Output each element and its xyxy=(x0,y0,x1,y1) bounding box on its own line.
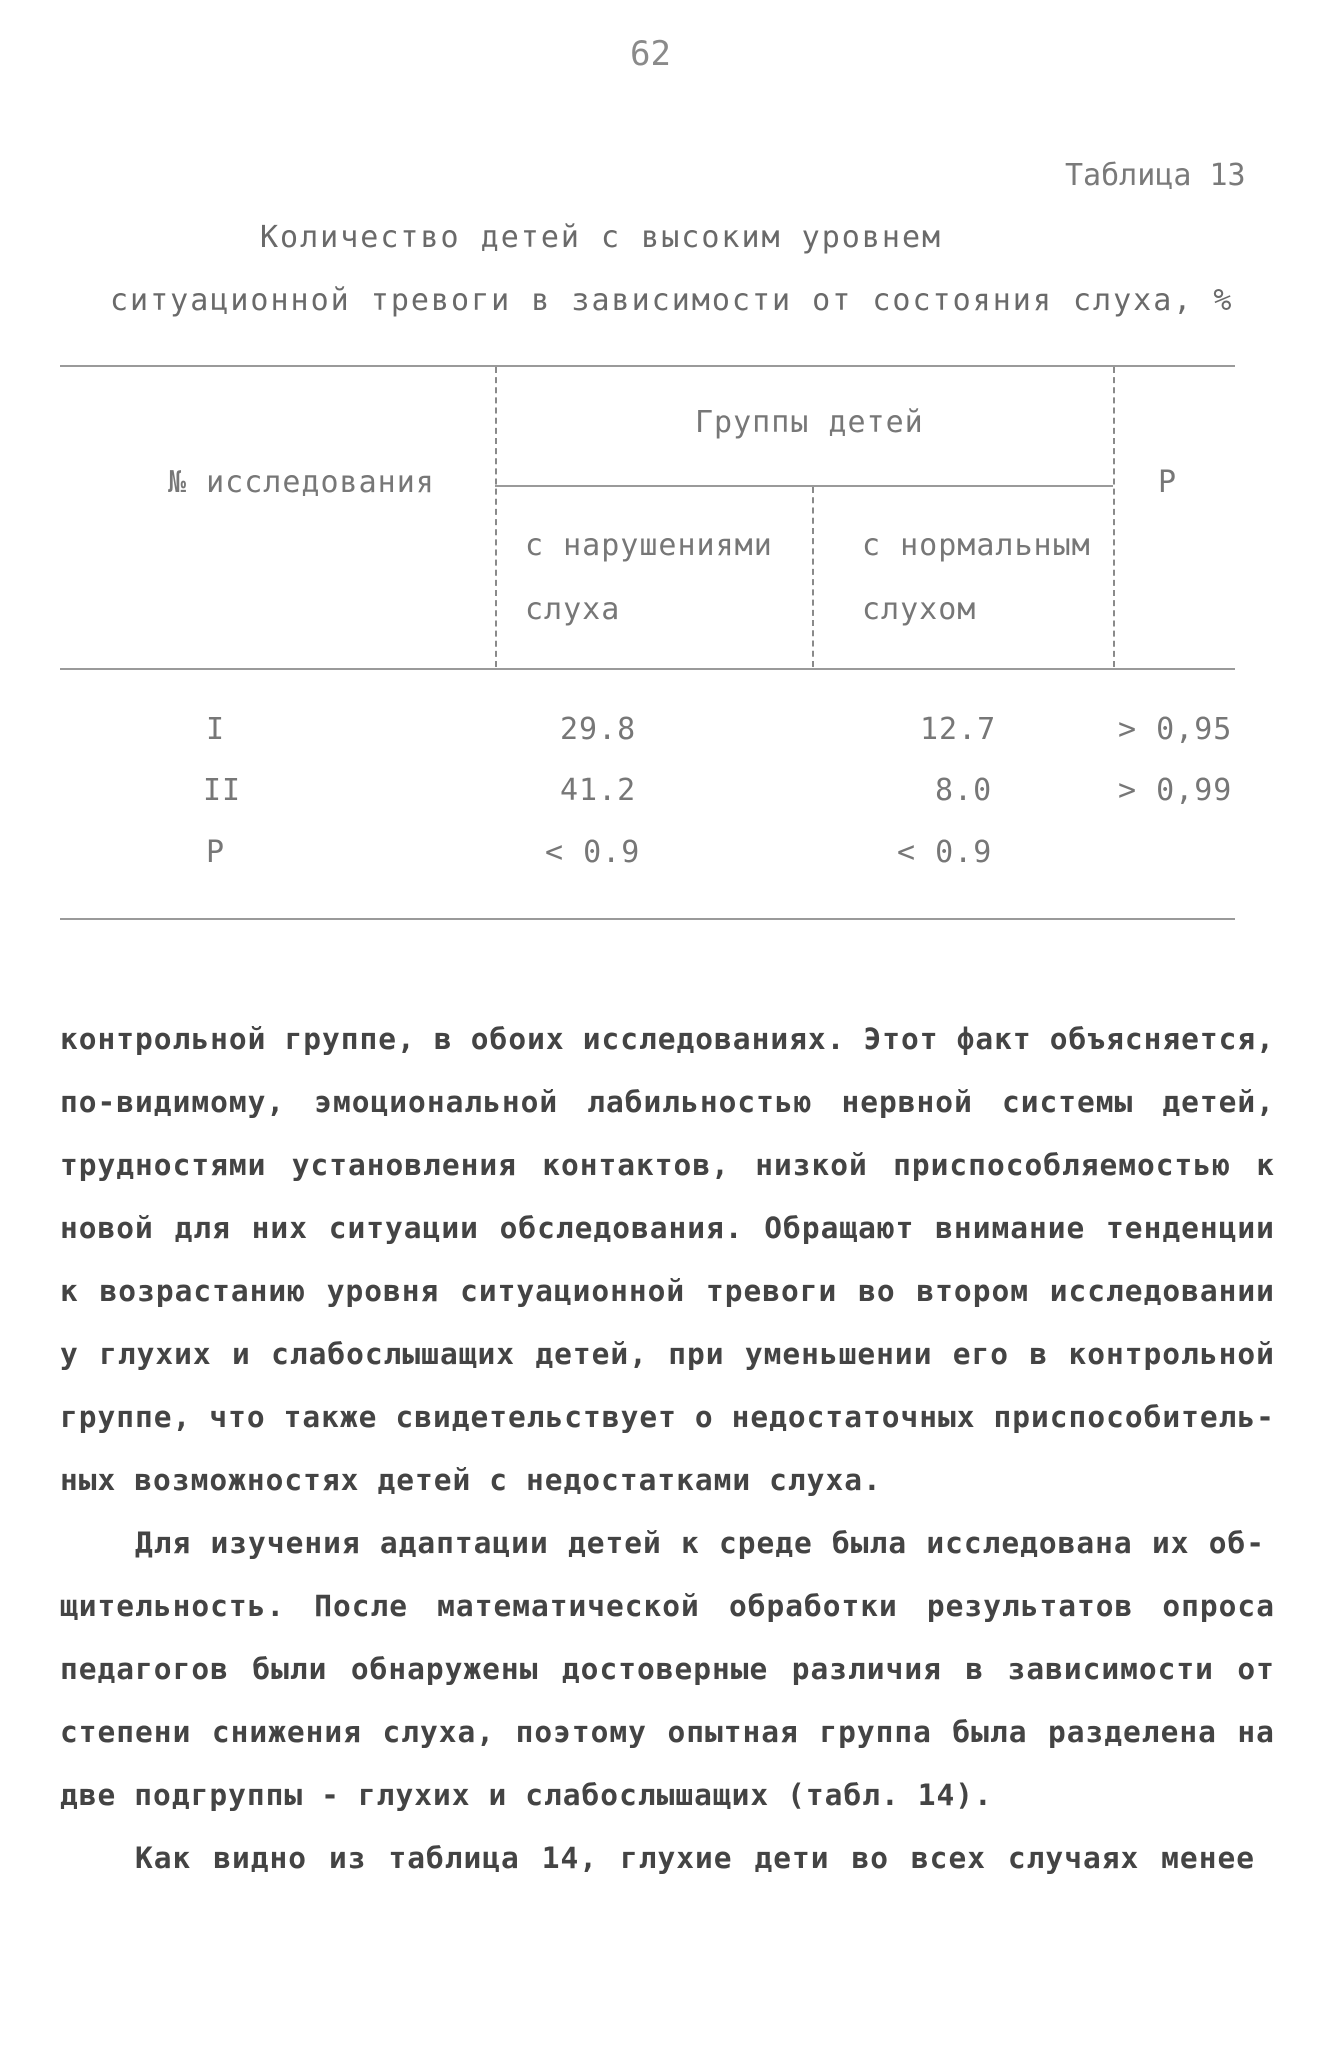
word: достоверные xyxy=(561,1652,769,1686)
text-line xyxy=(60,1463,1275,1497)
word: внимание xyxy=(935,1211,1086,1245)
table-label: Таблица 13 xyxy=(1065,158,1246,193)
word: из xyxy=(328,1841,367,1875)
word: их xyxy=(1151,1526,1190,1560)
text-line xyxy=(60,1274,1275,1308)
word: слабослышащих xyxy=(271,1337,515,1371)
word: ных xyxy=(60,1463,117,1497)
word: щительность. xyxy=(60,1589,286,1623)
row-1-p: > 0,95 xyxy=(1118,712,1233,747)
word: дети xyxy=(754,1841,830,1875)
word: возможностях xyxy=(134,1463,360,1497)
word: поэтому xyxy=(515,1715,647,1749)
word: исследовании xyxy=(1049,1274,1275,1308)
word: детей xyxy=(567,1526,662,1560)
word: менее xyxy=(1161,1841,1255,1875)
word: детей, xyxy=(1162,1085,1275,1119)
word: Обращают xyxy=(764,1211,915,1245)
word: уровня xyxy=(326,1274,440,1308)
word: разделена xyxy=(1048,1715,1217,1749)
word: его xyxy=(952,1337,1010,1371)
word: снижения xyxy=(211,1715,362,1749)
word: установления xyxy=(291,1148,517,1182)
header-normal-line-1: с нормальным xyxy=(862,528,1091,563)
table-top-rule xyxy=(60,365,1235,367)
word: группе, xyxy=(284,1022,416,1056)
word: них xyxy=(251,1211,308,1245)
word: на xyxy=(1237,1715,1275,1749)
word: (табл. xyxy=(787,1778,900,1812)
word: слуха. xyxy=(769,1463,882,1497)
word: также xyxy=(283,1400,378,1434)
word: уменьшении xyxy=(744,1337,933,1371)
word: во xyxy=(858,1274,896,1308)
text-line xyxy=(60,1715,1275,1749)
word: к xyxy=(1256,1148,1275,1182)
row-2-study: II xyxy=(203,773,242,808)
word: Для xyxy=(135,1526,192,1560)
word: к xyxy=(681,1526,700,1560)
word: две xyxy=(60,1778,117,1812)
word: зависимости xyxy=(1007,1652,1214,1686)
word: и xyxy=(232,1337,251,1371)
word: лабильностью xyxy=(587,1085,813,1119)
page-number: 62 xyxy=(630,34,671,74)
header-study: № исследования xyxy=(168,465,435,500)
word: факт xyxy=(956,1022,1032,1056)
header-impaired-line-1: с нарушениями xyxy=(525,528,773,563)
word: видно xyxy=(213,1841,308,1875)
table-title-line-2: ситуационной тревоги в зависимости от состояния слуха, % xyxy=(110,283,1234,318)
text-line xyxy=(60,1085,1275,1119)
word: контрольной xyxy=(1068,1337,1275,1371)
word: по-видимому, xyxy=(60,1085,286,1119)
text-line xyxy=(60,1022,1275,1056)
word: глухих xyxy=(99,1337,212,1371)
word: группе, xyxy=(60,1400,192,1434)
word: для xyxy=(174,1211,231,1245)
word: После xyxy=(314,1589,409,1623)
word: об- xyxy=(1208,1526,1265,1560)
word: Этот xyxy=(863,1022,939,1056)
header-p: P xyxy=(1158,465,1178,500)
text-line xyxy=(135,1841,1255,1875)
word: адаптации xyxy=(379,1526,549,1560)
word: втором xyxy=(916,1274,1029,1308)
word: математической xyxy=(437,1589,700,1623)
word: обнаружены xyxy=(350,1652,539,1686)
word: от xyxy=(1237,1652,1275,1686)
word: в xyxy=(433,1022,453,1056)
word: всех xyxy=(910,1841,986,1875)
header-impaired-line-2: слуха xyxy=(525,592,621,627)
word: в xyxy=(965,1652,985,1686)
word: нервной xyxy=(841,1085,973,1119)
word: свидетельствует xyxy=(395,1400,677,1434)
word: детей xyxy=(377,1463,472,1497)
word: новой xyxy=(60,1211,154,1245)
table-header-rule xyxy=(60,668,1235,670)
word: недостаточных xyxy=(731,1400,976,1434)
word: 14, xyxy=(541,1841,599,1875)
word: таблица xyxy=(388,1841,520,1875)
text-line xyxy=(60,1148,1275,1182)
word: тенденции xyxy=(1106,1211,1275,1245)
word: исследованиях. xyxy=(582,1022,846,1056)
text-line xyxy=(60,1211,1275,1245)
word: ситуационной xyxy=(460,1274,686,1308)
word: степени xyxy=(60,1715,192,1749)
header-normal-line-2: слухом xyxy=(862,592,977,627)
row-2-p: > 0,99 xyxy=(1118,773,1233,808)
word: была xyxy=(832,1526,908,1560)
row-2-impaired: 41.2 xyxy=(560,773,637,808)
text-line xyxy=(135,1526,1265,1560)
word: возрастанию xyxy=(99,1274,306,1308)
row-2-normal: 8.0 xyxy=(935,773,993,808)
text-line xyxy=(60,1778,1275,1812)
word: что xyxy=(209,1400,266,1434)
word: во xyxy=(851,1841,889,1875)
word: группа xyxy=(819,1715,932,1749)
text-line xyxy=(60,1400,1275,1434)
word: случаях xyxy=(1007,1841,1140,1875)
word: эмоциональной xyxy=(314,1085,559,1119)
text-line xyxy=(60,1652,1275,1686)
row-1-impaired: 29.8 xyxy=(560,712,637,747)
word: исследована xyxy=(926,1526,1133,1560)
word: у xyxy=(60,1337,79,1371)
word: ситуации xyxy=(328,1211,479,1245)
table-vrule-3 xyxy=(1113,367,1115,667)
word: о xyxy=(694,1400,714,1434)
word: подгруппы xyxy=(134,1778,304,1812)
word: трудностями xyxy=(60,1148,267,1182)
row-3-normal: < 0.9 xyxy=(897,835,993,870)
table-vrule-2 xyxy=(812,487,814,667)
word: опытная xyxy=(667,1715,799,1749)
word: к xyxy=(60,1274,79,1308)
word: различия xyxy=(791,1652,942,1686)
word: недостатками xyxy=(526,1463,752,1497)
text-line xyxy=(60,1337,1275,1371)
word: опроса xyxy=(1162,1589,1275,1623)
table-title-line-1: Количество детей с высоким уровнем xyxy=(260,220,943,255)
word: слабослышащих xyxy=(525,1778,770,1812)
word: глухие xyxy=(619,1841,733,1875)
word: 14). xyxy=(917,1778,993,1812)
word: результатов xyxy=(926,1589,1134,1623)
row-1-normal: 12.7 xyxy=(920,712,997,747)
word: обследования. xyxy=(499,1211,744,1245)
table-bottom-rule xyxy=(60,918,1235,920)
word: Как xyxy=(135,1841,192,1875)
word: приспособляемостью xyxy=(893,1148,1231,1182)
word: контрольной xyxy=(60,1022,267,1056)
table-vrule-1 xyxy=(495,367,497,667)
header-groups: Группы детей xyxy=(695,405,924,440)
word: педагогов xyxy=(60,1652,229,1686)
word: с xyxy=(489,1463,509,1497)
word: низкой xyxy=(755,1148,868,1182)
word: детей, xyxy=(535,1337,648,1371)
word: приспособитель- xyxy=(993,1400,1275,1434)
text-line xyxy=(60,1589,1275,1623)
word: объясняется, xyxy=(1049,1022,1275,1056)
word: слуха, xyxy=(382,1715,496,1749)
word: и xyxy=(488,1778,508,1812)
word: контактов, xyxy=(542,1148,730,1182)
word: обоих xyxy=(470,1022,565,1056)
word: тревоги xyxy=(705,1274,838,1308)
word: при xyxy=(668,1337,725,1371)
word: были xyxy=(252,1652,328,1686)
word: изучения xyxy=(210,1526,361,1560)
word: системы xyxy=(1001,1085,1134,1119)
word: в xyxy=(1029,1337,1049,1371)
word: обработки xyxy=(728,1589,898,1623)
word: - xyxy=(321,1778,340,1812)
word: была xyxy=(952,1715,1028,1749)
table-group-rule xyxy=(495,485,1113,487)
row-3-study: P xyxy=(206,835,226,870)
row-3-impaired: < 0.9 xyxy=(545,835,641,870)
row-1-study: I xyxy=(206,712,226,747)
word: глухих xyxy=(357,1778,471,1812)
word: среде xyxy=(719,1526,813,1560)
